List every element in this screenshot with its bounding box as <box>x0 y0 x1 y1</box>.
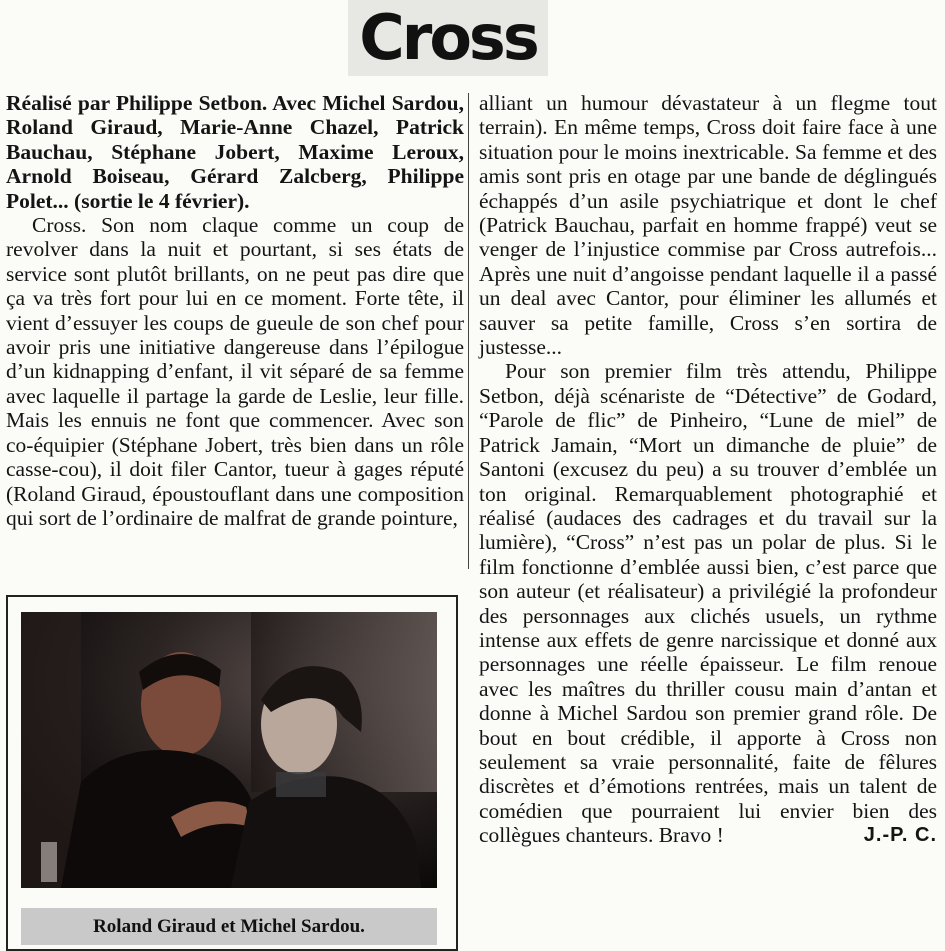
film-still-photo <box>21 612 437 888</box>
photo-box <box>6 595 458 951</box>
film-still-illustration <box>21 612 437 888</box>
column-divider <box>468 93 469 569</box>
left-paragraph: Cross. Son nom claque comme un coup de revolver dans la nuit et pourtant, si ses états de service sont plutôt brillants, on ne peut pas dire que ça va très fort pour lui en ce moment. Forte tête, il vient d’essuyer les coups de gueule de son chef pour avoir pris une initiative dangereuse dans l’épilogue d’un kidnapping d’enfant, il vit séparé de sa femme avec laquelle il partage la garde de Leslie, leur fille. Mais les ennuis ne font que commencer. Avec son co-équipier (Stéphane Jobert, très bien dans un rôle casse-cou), il doit filer Cantor, tueur à gages réputé (Roland Giraud, époustouflant dans une composition qui sort de l’ordinaire de malfrat de grande pointure, <box>6 213 464 530</box>
right-column <box>479 91 937 848</box>
author-signature: J.-P. C. <box>863 824 937 847</box>
film-credits: Réalisé par Philippe Setbon. Avec Michel Sardou, Roland Giraud, Marie-Anne Chazel, Patrick Bauchau, Stéphane Jobert, Maxime Leroux, Arnold Boiseau, Gérard Zalcberg, Philippe Polet... (sortie le 4 février). <box>6 91 464 213</box>
photo-caption: Roland Giraud et Michel Sardou. <box>93 916 365 937</box>
page-title: Cross <box>359 1 537 74</box>
right-paragraph-2 <box>479 359 937 847</box>
right-paragraph-1: alliant un humour dévastateur à un flegme tout terrain). En même temps, Cross doit faire face à une situation pour le moins inextricable. Sa femme et des amis sont pris en otage par une bande de déglingués échappés d’un asile psychiatrique et dont le chef (Patrick Bauchau, parfait en homme frappé) veut se venger de l’injustice commise par Cross autrefois... Après une nuit d’angoisse pendant laquelle il a passé un deal avec Cantor, pour éliminer les allumés et sauver sa petite famille, Cross s’en sortira de justesse... <box>479 91 937 360</box>
caption-band <box>21 908 437 945</box>
left-column <box>6 91 464 530</box>
right-paragraph-2-text: Pour son premier film très attendu, Philippe Setbon, déjà scénariste de “Détective” de Godard, “Parole de flic” de Pinheiro, “Lune de miel” de Patrick Jamain, “Mort un dimanche de pluie” de Santoni (excusez du peu) a su trouver d’emblée un ton original. Remarquablement photographié et réalisé (audaces des cadrages et du travail sur la lumière), “Cross” n’est pas un polar de plus. Si le film fonctionne d’emblée aussi bien, c’est parce que son auteur (et réalisateur) a privilégié la profondeur des personnages aux clichés usuels, un rythme intense aux effets de genre narcissique et donné aux personnages une réelle épaisseur. Le film renoue avec les maîtres du thriller cousu main d’antan et donne à Michel Sardou son premier grand rôle. De bout en bout crédible, il apporte à Cross non seulement sa vraie personnalité, faite de fêlures discrètes et d’émotions rentrées, mais un talent de comédien que pourraient lui envier bien des collègues chanteurs. Bravo ! <box>479 359 937 848</box>
